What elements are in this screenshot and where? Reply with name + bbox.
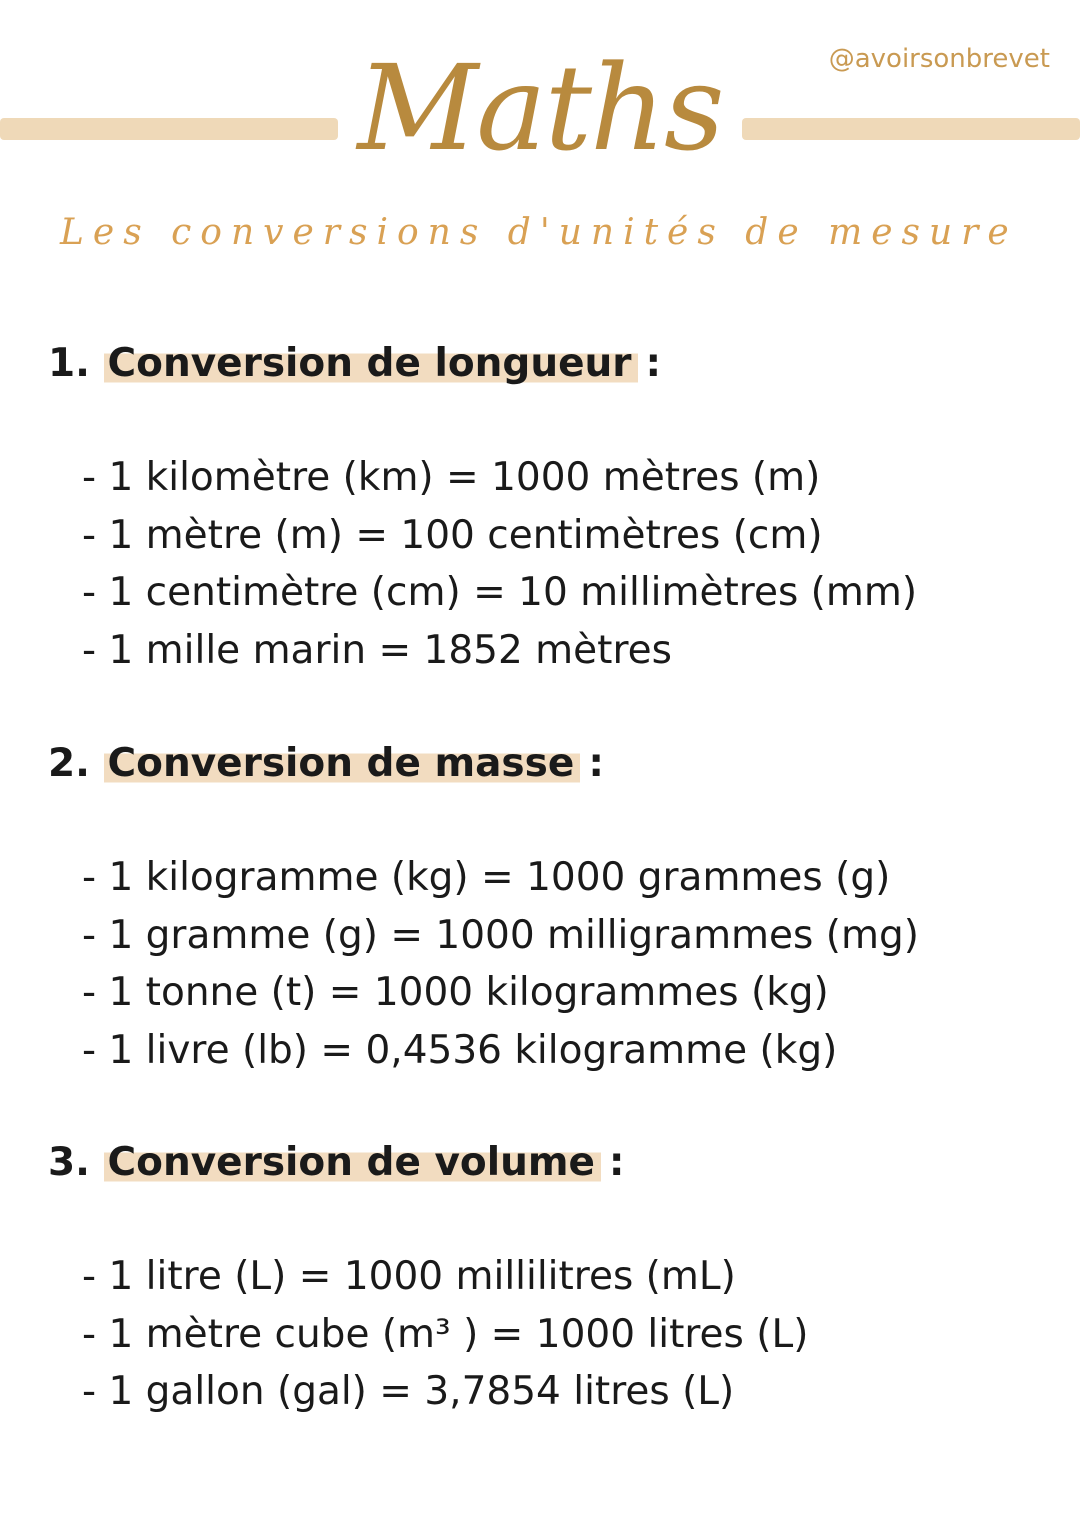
list-item: - 1 tonne (t) = 1000 kilogrammes (kg) bbox=[82, 970, 829, 1015]
conversion-list bbox=[82, 449, 917, 679]
section-title: Conversion de longueur bbox=[104, 341, 638, 386]
section-heading bbox=[48, 1137, 1048, 1189]
author-handle: @avoirsonbrevet bbox=[828, 44, 1050, 74]
conversion-list bbox=[82, 1248, 808, 1421]
section-masse bbox=[48, 738, 1048, 1073]
list-item: - 1 litre (L) = 1000 millilitres (mL) bbox=[82, 1254, 736, 1299]
list-item: - 1 gallon (gal) = 3,7854 litres (L) bbox=[82, 1369, 735, 1414]
section-number: 1. bbox=[48, 341, 90, 386]
section-title: Conversion de masse bbox=[104, 741, 581, 786]
list-item: - 1 kilomètre (km) = 1000 mètres (m) bbox=[82, 455, 821, 500]
list-item: - 1 livre (lb) = 0,4536 kilogramme (kg) bbox=[82, 1027, 838, 1073]
section-colon: : bbox=[645, 341, 662, 386]
section-longueur bbox=[48, 338, 1048, 673]
list-item: - 1 centimètre (cm) = 10 millimètres (mm) bbox=[82, 570, 918, 615]
section-title: Conversion de volume bbox=[104, 1140, 601, 1185]
list-item: - 1 mètre (m) = 100 centimètres (cm) bbox=[82, 512, 823, 558]
section-colon: : bbox=[608, 1140, 625, 1185]
list-item: - 1 kilogramme (kg) = 1000 grammes (g) bbox=[82, 855, 891, 900]
section-number: 2. bbox=[48, 741, 90, 786]
section-colon: : bbox=[588, 741, 604, 786]
section-number: 3. bbox=[48, 1140, 90, 1185]
page-title: Maths bbox=[357, 39, 723, 177]
section-heading bbox=[48, 738, 1048, 790]
conversion-list bbox=[82, 849, 919, 1079]
page-subtitle: Les conversions d'unités de mesure bbox=[60, 212, 1018, 253]
list-item: - 1 mètre cube (m³ ) = 1000 litres (L) bbox=[82, 1311, 809, 1357]
header-decor-bar-right bbox=[742, 118, 1080, 140]
list-item: - 1 gramme (g) = 1000 milligrammes (mg) bbox=[82, 912, 919, 958]
section-heading bbox=[48, 338, 1048, 390]
list-item: - 1 mille marin = 1852 mètres bbox=[82, 627, 672, 673]
section-volume bbox=[48, 1137, 1048, 1414]
header-decor-bar-left bbox=[0, 118, 338, 140]
